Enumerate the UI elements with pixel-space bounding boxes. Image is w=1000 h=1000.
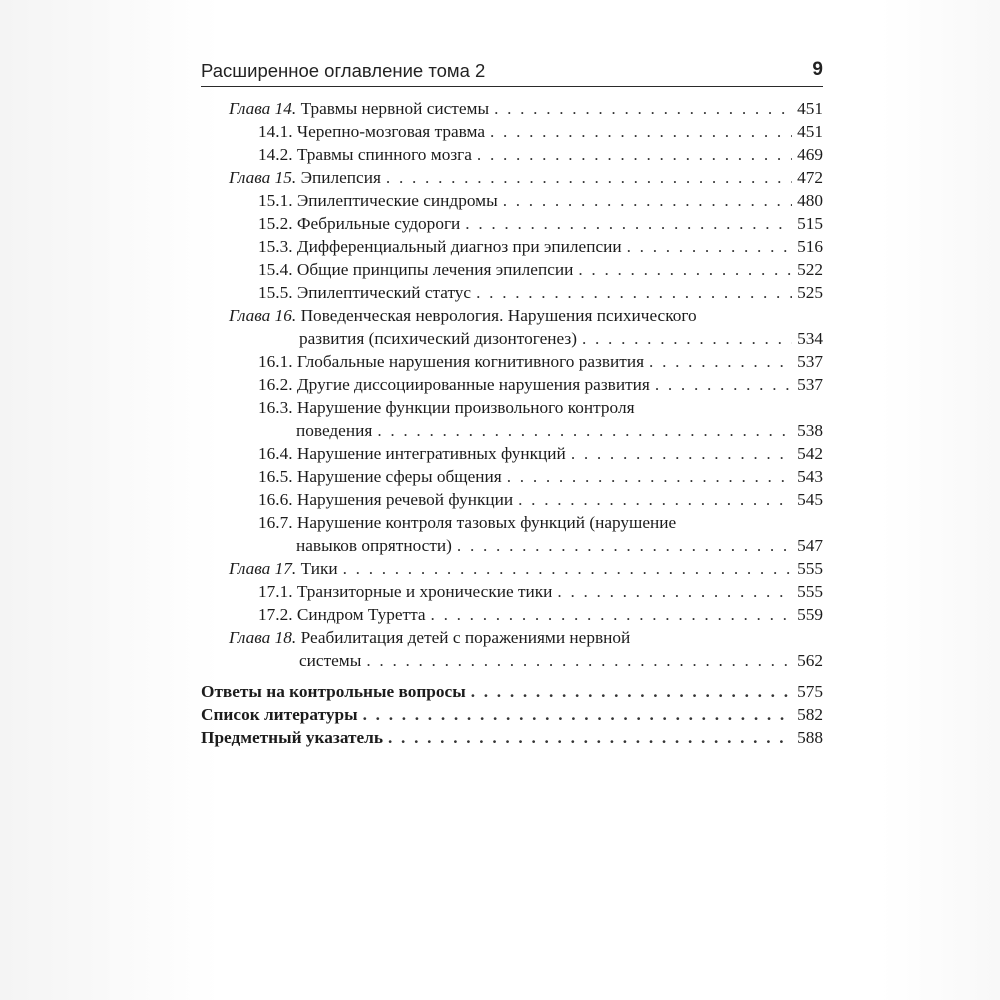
- chapter-title-continued: развития (психический дизонтогенез): [299, 329, 577, 348]
- section-title: Нарушение интегративных функций: [296, 444, 566, 463]
- toc-chapter-14: [201, 97, 823, 120]
- header-title: Расширенное оглавление тома 2: [201, 60, 486, 81]
- page-ref: 451: [797, 99, 823, 118]
- section-number: 15.2.: [258, 214, 293, 233]
- section-title: Транзиторные и хронические тики: [296, 582, 553, 601]
- section-number: 16.7.: [258, 513, 293, 532]
- page-ref: 538: [797, 421, 823, 440]
- section-title: Нарушения речевой функции: [296, 490, 514, 509]
- toc-section-16-6: [201, 488, 823, 511]
- chapter-title: Реабилитация детей с поражениями нервной: [300, 628, 631, 647]
- leader-dots: [503, 189, 792, 212]
- toc-section-15-4: [201, 258, 823, 281]
- section-number: 16.3.: [258, 398, 293, 417]
- leader-dots: [386, 166, 792, 189]
- section-number: 17.1.: [258, 582, 293, 601]
- page-ref: 451: [797, 122, 823, 141]
- section-title-continued: поведения: [296, 421, 373, 440]
- page-ref: 522: [797, 260, 823, 279]
- leader-dots: [507, 465, 792, 488]
- leader-dots: [578, 258, 792, 281]
- running-header: [201, 60, 823, 87]
- page-ref: 472: [797, 168, 823, 187]
- page-ref: 545: [797, 490, 823, 509]
- toc-section-15-1: [201, 189, 823, 212]
- section-number: 16.6.: [258, 490, 293, 509]
- toc-chapter-16-line1: [201, 304, 823, 327]
- page-ref: 543: [797, 467, 823, 486]
- leader-dots: [366, 649, 792, 672]
- chapter-label: Глава 14.: [229, 99, 297, 118]
- leader-dots: [571, 442, 792, 465]
- page-ref: 525: [797, 283, 823, 302]
- toc-references: [201, 703, 823, 726]
- leader-dots: [471, 680, 792, 703]
- back-matter-title: Предметный указатель: [201, 728, 384, 747]
- chapter-title-continued: системы: [299, 651, 362, 670]
- toc-section-16-1: [201, 350, 823, 373]
- chapter-label: Глава 18.: [229, 628, 297, 647]
- chapter-title: Эпилепсия: [300, 168, 381, 187]
- section-title: Нарушение контроля тазовых функций (нарушение: [296, 513, 677, 532]
- section-title: Эпилептические синдромы: [296, 191, 498, 210]
- toc-section-16-7-line1: [201, 511, 823, 534]
- section-title: Другие диссоциированные нарушения развития: [296, 375, 650, 394]
- page-ref: 562: [797, 651, 823, 670]
- chapter-title: Тики: [300, 559, 338, 578]
- toc-chapter-17: [201, 557, 823, 580]
- page-ref: 559: [797, 605, 823, 624]
- page-ref: 515: [797, 214, 823, 233]
- leader-dots: [477, 143, 792, 166]
- toc-index: [201, 726, 823, 749]
- section-number: 15.1.: [258, 191, 293, 210]
- leader-dots: [343, 557, 792, 580]
- chapter-label: Глава 17.: [229, 559, 297, 578]
- page-ref: 555: [797, 559, 823, 578]
- toc-section-16-3-line1: [201, 396, 823, 419]
- section-title: Дифференциальный диагноз при эпилепсии: [296, 237, 622, 256]
- toc-chapter-18-line1: [201, 626, 823, 649]
- toc-answers: [201, 680, 823, 703]
- toc-section-16-2: [201, 373, 823, 396]
- toc-section-14-1: [201, 120, 823, 143]
- section-title: Нарушение функции произвольного контроля: [296, 398, 635, 417]
- page-ref: 547: [797, 536, 823, 555]
- leader-dots: [377, 419, 792, 442]
- leader-dots: [476, 281, 792, 304]
- toc-section-15-2: [201, 212, 823, 235]
- page-ref: 480: [797, 191, 823, 210]
- leader-dots: [557, 580, 792, 603]
- leader-dots: [627, 235, 792, 258]
- toc-chapter-15: [201, 166, 823, 189]
- page-ref: 537: [797, 352, 823, 371]
- chapter-title: Поведенческая неврология. Нарушения психического: [300, 306, 697, 325]
- toc-section-15-3: [201, 235, 823, 258]
- page-ref: 575: [797, 682, 823, 701]
- leader-dots: [388, 726, 792, 749]
- page-ref: 542: [797, 444, 823, 463]
- section-number: 15.4.: [258, 260, 293, 279]
- leader-dots: [649, 350, 792, 373]
- toc-section-16-5: [201, 465, 823, 488]
- section-number: 16.2.: [258, 375, 293, 394]
- leader-dots: [457, 534, 792, 557]
- page-ref: 582: [797, 705, 823, 724]
- section-title-continued: навыков опрятности): [296, 536, 452, 555]
- header-page-number: 9: [812, 59, 823, 80]
- leader-dots: [518, 488, 792, 511]
- leader-dots: [431, 603, 793, 626]
- toc-section-16-3-line2: [201, 419, 823, 442]
- toc-section-17-1: [201, 580, 823, 603]
- toc-section-16-4: [201, 442, 823, 465]
- toc-section-15-5: [201, 281, 823, 304]
- leader-dots: [494, 97, 792, 120]
- leader-dots: [465, 212, 792, 235]
- page-ref: 555: [797, 582, 823, 601]
- page-ref: 534: [797, 329, 823, 348]
- toc-section-17-2: [201, 603, 823, 626]
- section-number: 17.2.: [258, 605, 293, 624]
- section-number: 16.1.: [258, 352, 293, 371]
- back-matter-title: Список литературы: [201, 705, 358, 724]
- section-number: 15.5.: [258, 283, 293, 302]
- toc-section-14-2: [201, 143, 823, 166]
- section-title: Фебрильные судороги: [296, 214, 461, 233]
- page-ref: 469: [797, 145, 823, 164]
- section-title: Нарушение сферы общения: [296, 467, 502, 486]
- section-title: Общие принципы лечения эпилепсии: [296, 260, 574, 279]
- leader-dots: [582, 327, 792, 350]
- section-number: 16.4.: [258, 444, 293, 463]
- section-number: 14.2.: [258, 145, 293, 164]
- section-title: Травмы спинного мозга: [296, 145, 472, 164]
- page-ref: 588: [797, 728, 823, 747]
- chapter-label: Глава 15.: [229, 168, 297, 187]
- page-ref: 516: [797, 237, 823, 256]
- table-of-contents: [201, 97, 823, 749]
- section-title: Глобальные нарушения когнитивного развития: [296, 352, 645, 371]
- page-ref: 537: [797, 375, 823, 394]
- chapter-label: Глава 16.: [229, 306, 297, 325]
- section-number: 14.1.: [258, 122, 293, 141]
- section-number: 16.5.: [258, 467, 293, 486]
- chapter-title: Травмы нервной системы: [300, 99, 490, 118]
- section-number: 15.3.: [258, 237, 293, 256]
- section-title: Черепно-мозговая травма: [296, 122, 485, 141]
- leader-dots: [655, 373, 792, 396]
- back-matter-title: Ответы на контрольные вопросы: [201, 682, 466, 701]
- toc-section-16-7-line2: [201, 534, 823, 557]
- leader-dots: [363, 703, 792, 726]
- toc-chapter-16-line2: [201, 327, 823, 350]
- section-title: Эпилептический статус: [296, 283, 472, 302]
- leader-dots: [490, 120, 792, 143]
- toc-chapter-18-line2: [201, 649, 823, 672]
- section-title: Синдром Туретта: [296, 605, 426, 624]
